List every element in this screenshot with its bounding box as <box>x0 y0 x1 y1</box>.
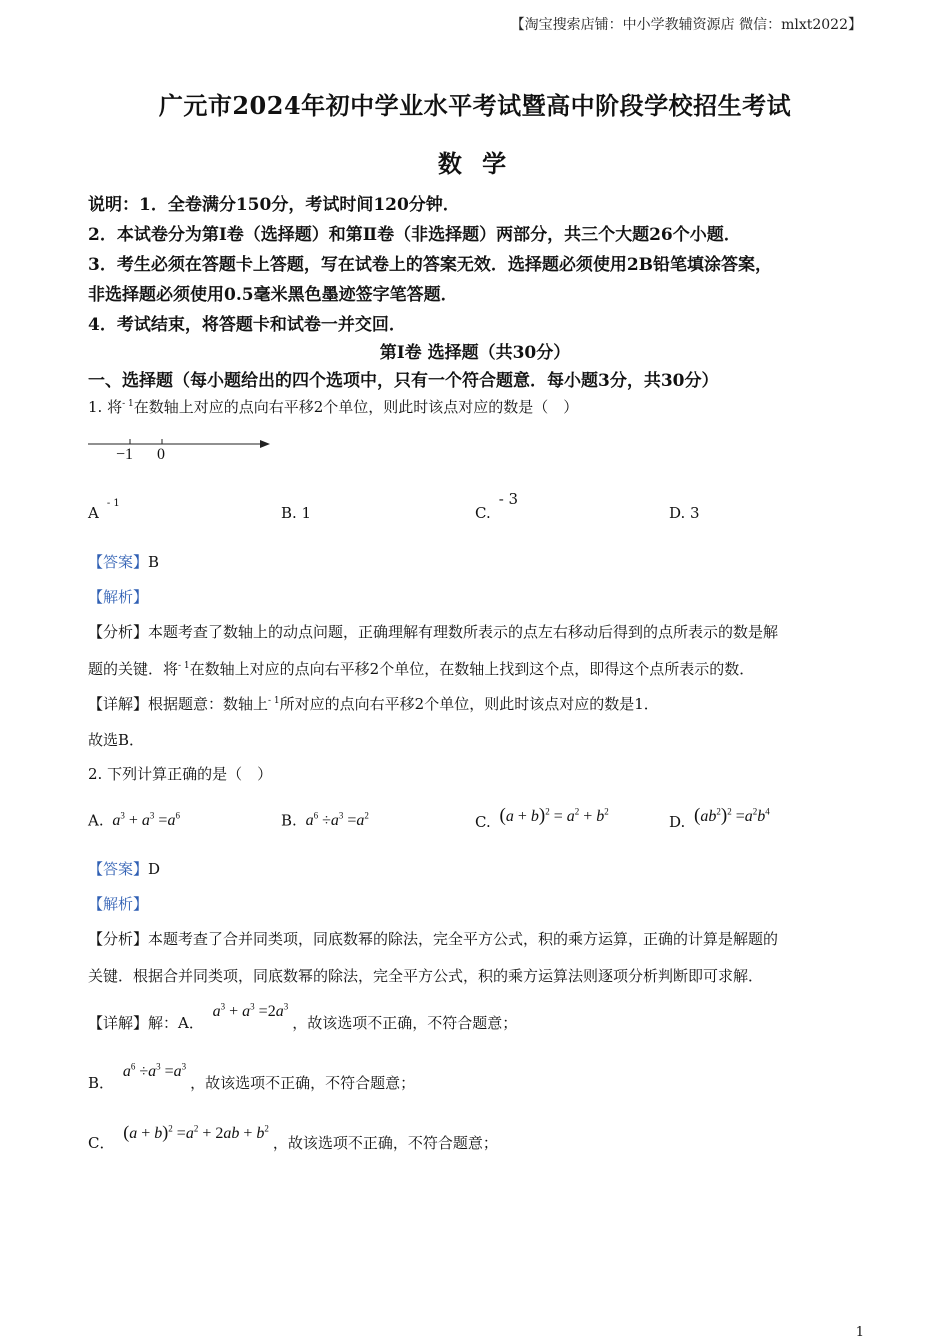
q2-option-b: B. $a^6 \div a^3 =a^2$ <box>281 811 369 830</box>
header-note: 【淘宝搜索店铺：中小学教辅资源店 微信：mlxt2022】 <box>510 17 862 33</box>
q1-answer: 【答案】B <box>88 553 160 571</box>
q2-detail-c: C． $(a + b)^2 =a^2 + 2ab + b^2$，故该选项不正确，不符合题意； <box>88 1122 498 1152</box>
instruction-4: 4．考试结束，将答题卡和试卷一并交回． <box>88 315 406 335</box>
arrow-right-icon <box>260 440 270 448</box>
formula-b: $a^6 \div a^3 =a^2$ <box>305 811 369 830</box>
q1-stem: 1. 将$^{- 1}$在数轴上对应的点向右平移2个单位，则此时该点对应的数是（ ） <box>88 398 579 416</box>
exam-title: 广元市2024年初中学业水平考试暨高中阶段学校招生考试 <box>158 91 792 120</box>
instruction-3-cont: 非选择题必须使用0.5毫米黑色墨迹签字笔答题． <box>88 285 458 305</box>
q1-option-b: B. 1 <box>281 504 312 522</box>
q1-fenxi-2: 题的关键．将$^{- 1}$在数轴上对应的点向右平移2个单位，在数轴上找到这个点，即得这个点所表示的数． <box>88 660 755 678</box>
part-heading: 一、选择题（每小题给出的四个选项中，只有一个符合题意．每小题3分，共30分） <box>88 371 719 391</box>
q1-option-c: C.- 3 <box>475 490 519 522</box>
neg-one: - 1 <box>122 399 134 409</box>
axis-label-neg-one: −1 <box>116 446 134 463</box>
q1-choose: 故选B． <box>88 731 145 749</box>
q2-option-c: C. $(a + b)^2 = a^2 + b^2$ <box>475 805 609 831</box>
q2-fenxi-2: 关键．根据合并同类项，同底数幂的除法，完全平方公式，积的乘方运算法则逐项分析判断即可求解． <box>88 967 764 985</box>
q1-fenxi-1: 【分析】本题考查了数轴上的动点问题，正确理解有理数所表示的点左右移动后得到的点所表示的数是解 <box>88 623 779 641</box>
axis-label-zero: 0 <box>157 446 165 463</box>
q2-detail-b: B． $a^6 \div a^3 =a^3$，故该选项不正确，不符合题意； <box>88 1061 416 1092</box>
formula-a: $a^3 + a^3 =a^6$ <box>112 811 180 830</box>
formula-d: $(ab^2)^2 =a^2b^4$ <box>694 805 770 826</box>
q1-detail: 【详解】根据题意：数轴上$^{- 1}$所对应的点向右平移2个单位，则此时该点对应的数是1． <box>88 695 659 713</box>
page-number: 1 <box>855 1325 864 1340</box>
q2-option-a: A. $a^3 + a^3 =a^6$ <box>88 811 180 830</box>
formula-detail-c: $(a + b)^2 =a^2 + 2ab + b^2$ <box>123 1122 269 1142</box>
instruction-1: 说明：1．全卷满分150分，考试时间120分钟． <box>88 195 460 215</box>
subject-title: 数 学 <box>437 149 513 178</box>
number-line <box>84 432 274 466</box>
q2-fenxi-1: 【分析】本题考查了合并同类项，同底数幂的除法，完全平方公式，积的乘方运算，正确的计算是解题的 <box>88 930 779 948</box>
formula-c: $(a + b)^2 = a^2 + b^2$ <box>499 805 609 826</box>
q2-option-d: D. $(ab^2)^2 =a^2b^4$ <box>669 805 770 831</box>
q2-stem: 2. 下列计算正确的是（ ） <box>88 765 273 783</box>
q2-detail-a: 【详解】解：A． $a^3 + a^3 =2a^3$，故该选项不正确，不符合题意； <box>88 1001 518 1032</box>
formula-detail-a: $a^3 + a^3 =2a^3$ <box>212 1001 289 1020</box>
instruction-2: 2．本试卷分为第Ⅰ卷（选择题）和第Ⅱ卷（非选择题）两部分，共三个大题26个小题． <box>88 225 741 245</box>
q1-option-a: $A^{- 1}$ <box>88 498 120 522</box>
q1-option-d: D. 3 <box>669 504 700 522</box>
formula-detail-b: $a^6 \div a^3 =a^3$ <box>122 1061 187 1080</box>
q2-analysis-tag: 【解析】 <box>88 895 149 913</box>
q1-analysis-tag: 【解析】 <box>88 588 149 606</box>
section-heading: 第Ⅰ卷 选择题（共30分） <box>379 343 571 363</box>
q2-answer: 【答案】D <box>88 860 161 878</box>
instruction-3: 3．考生必须在答题卡上答题，写在试卷上的答案无效．选择题必须使用2B铅笔填涂答案， <box>88 255 773 275</box>
